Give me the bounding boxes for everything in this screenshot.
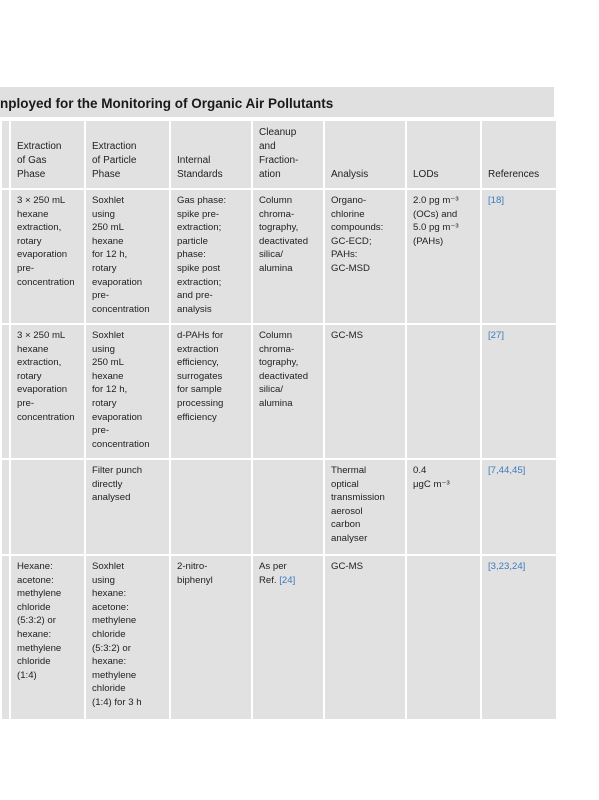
cell-cutoff xyxy=(2,325,11,460)
header-cell-cutoff xyxy=(2,121,11,190)
cleanup-text: As per Ref. xyxy=(259,561,287,586)
cell-cleanup xyxy=(253,556,325,721)
cell-internal-standards xyxy=(171,460,253,556)
cell-particle-phase: Soxhlet using hexane: acetone: methylene chloride (5:3:2) or hexane: methylene chloride (1:4) for 3 h xyxy=(86,556,171,721)
cell-lods: 2.0 pg m⁻³ (OCs) and 5.0 pg m⁻³ (PAHs) xyxy=(407,190,482,325)
cell-references xyxy=(482,190,556,325)
reference-link[interactable]: [18] xyxy=(488,195,505,206)
cell-cleanup: Column chroma- tography, deactivated silica/ alumina xyxy=(253,325,325,460)
inline-reference-link[interactable]: [24] xyxy=(279,574,296,586)
header-cleanup-fractionation: Cleanup and Fraction- ation xyxy=(253,121,325,190)
cell-cutoff xyxy=(2,460,11,556)
header-row xyxy=(2,121,556,190)
cell-references xyxy=(482,460,556,556)
header-analysis: Analysis xyxy=(325,121,407,190)
header-extraction-gas-phase: Extraction of Gas Phase xyxy=(11,121,86,190)
cell-particle-phase: Soxhlet using 250 mL hexane for 12 h, rotary evaporation pre- concentration xyxy=(86,325,171,460)
header-lods: LODs xyxy=(407,121,482,190)
table-row xyxy=(2,190,556,325)
header-extraction-particle-phase: Extraction of Particle Phase xyxy=(86,121,171,190)
cell-lods: 0.4 μgC m⁻³ xyxy=(407,460,482,556)
cell-internal-standards: d-PAHs for extraction efficiency, surrogates for sample processing efficiency xyxy=(171,325,253,460)
cell-internal-standards: 2-nitro- biphenyl xyxy=(171,556,253,721)
cell-gas-phase: 3 × 250 mL hexane extraction, rotary evaporation pre- concentration xyxy=(11,325,86,460)
header-internal-standards: Internal Standards xyxy=(171,121,253,190)
cell-references xyxy=(482,556,556,721)
cell-internal-standards: Gas phase: spike pre- extraction; particle phase: spike post extraction; and pre- analysis xyxy=(171,190,253,325)
table-row xyxy=(2,325,556,460)
cell-particle-phase: Filter punch directly analysed xyxy=(86,460,171,556)
cell-cutoff xyxy=(2,190,11,325)
table-row xyxy=(2,556,556,721)
header-references: References xyxy=(482,121,556,190)
cell-gas-phase xyxy=(11,460,86,556)
cell-cleanup: Column chroma- tography, deactivated silica/ alumina xyxy=(253,190,325,325)
cell-lods xyxy=(407,556,482,721)
reference-link[interactable]: [3,23,24] xyxy=(488,561,526,572)
cell-analysis: Organo- chlorine compounds: GC-ECD; PAHs: GC-MSD xyxy=(325,190,407,325)
cell-lods xyxy=(407,325,482,460)
table-row xyxy=(2,460,556,556)
cell-gas-phase: Hexane: acetone: methylene chloride (5:3:2) or hexane: methylene chloride (1:4) xyxy=(11,556,86,721)
cell-analysis: GC-MS xyxy=(325,556,407,721)
cell-particle-phase: Soxhlet using 250 mL hexane for 12 h, rotary evaporation pre- concentration xyxy=(86,190,171,325)
table-title: nployed for the Monitoring of Organic Air Pollutants xyxy=(0,87,554,117)
reference-link[interactable]: [27] xyxy=(488,330,505,341)
reference-link[interactable]: [7,44,45] xyxy=(488,465,526,476)
cell-references xyxy=(482,325,556,460)
cell-cutoff xyxy=(2,556,11,721)
monitoring-methods-table xyxy=(0,121,558,721)
cell-gas-phase: 3 × 250 mL hexane extraction, rotary evaporation pre- concentration xyxy=(11,190,86,325)
cell-cleanup xyxy=(253,460,325,556)
cell-analysis: GC-MS xyxy=(325,325,407,460)
cell-analysis: Thermal optical transmission aerosol carbon analyser xyxy=(325,460,407,556)
